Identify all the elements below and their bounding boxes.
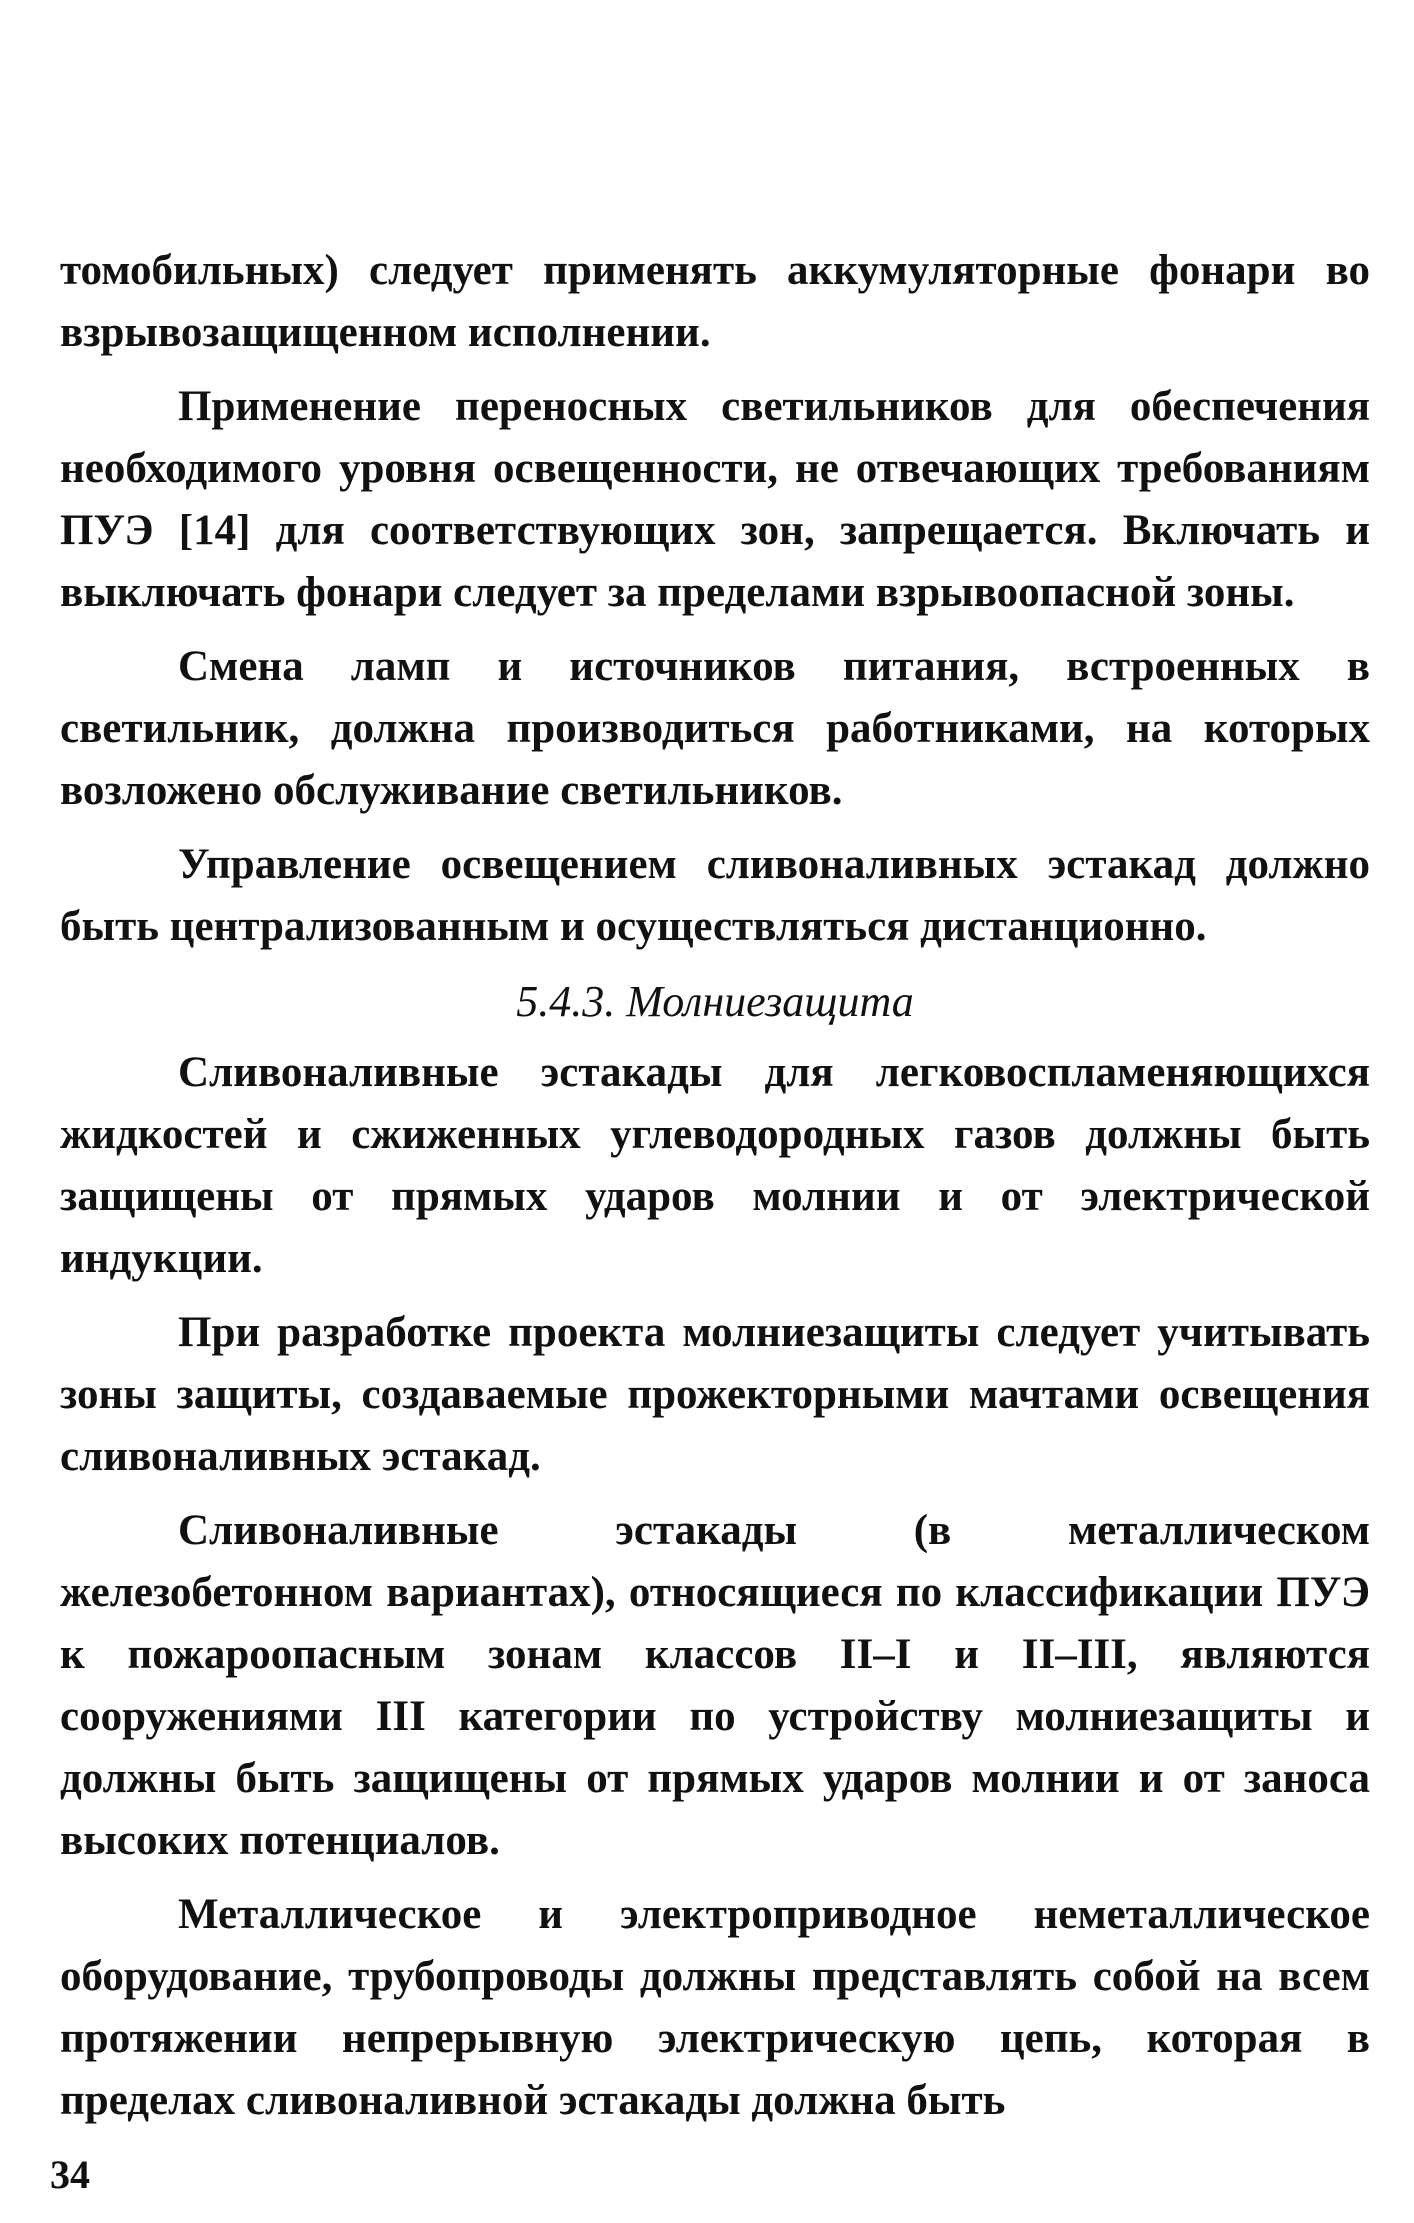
paragraph-portable-lamps: Применение переносных светильников для обеспечения необходимого уровня освещенности, не отвечающих требованиям ПУЭ [14] для соответствующих зон, запрещается. Включать и выключать фонари следует за пределами взрывоопасной зоны. [60,383,1370,616]
section-heading: 5.4.3. Молниезащита [516,977,914,1026]
paragraph-continuous-circuit: Металлическое и электроприводное неметаллическое оборудование, трубопроводы должны представлять собой на всем протяжении непрерывную электрическую цепь, которая в пределах сливоналивной эстакады должна быть [60,1891,1370,2124]
page-number: 34 [50,2152,90,2197]
paragraph-protection-requirement: Сливоналивные эстакады для легковоспламеняющихся жидкостей и сжиженных углеводородных газов должны быть защищены от прямых ударов молнии и от электрической индукции. [60,1049,1370,1282]
paragraph-continued: томобильных) следует применять аккумуляторные фонари во взрывозащищенном исполнении. [60,247,1370,356]
body-text [60,240,1370,2144]
paragraph-category: Сливоналивные эстакады (в металлическом железобетонном вариантах), относящиеся по классификации ПУЭ к пожароопасным зонам классов II–I и II–III, являются сооружениями III категории по устройству молниезащиты и должны быть защищены от прямых ударов молнии и от заноса высоких потенциалов. [60,1507,1370,1864]
paragraph-lighting-control: Управление освещением сливоналивных эстакад должно быть централизованным и осуществляться дистанционно. [60,841,1370,950]
paragraph-protection-zones: При разработке проекта молниезащиты следует учитывать зоны защиты, создаваемые прожекторными мачтами освещения сливоналивных эстакад. [60,1309,1370,1480]
paragraph-lamp-replacement: Смена ламп и источников питания, встроенных в светильник, должна производиться работниками, на которых возложено обслуживание светильников. [60,643,1370,814]
